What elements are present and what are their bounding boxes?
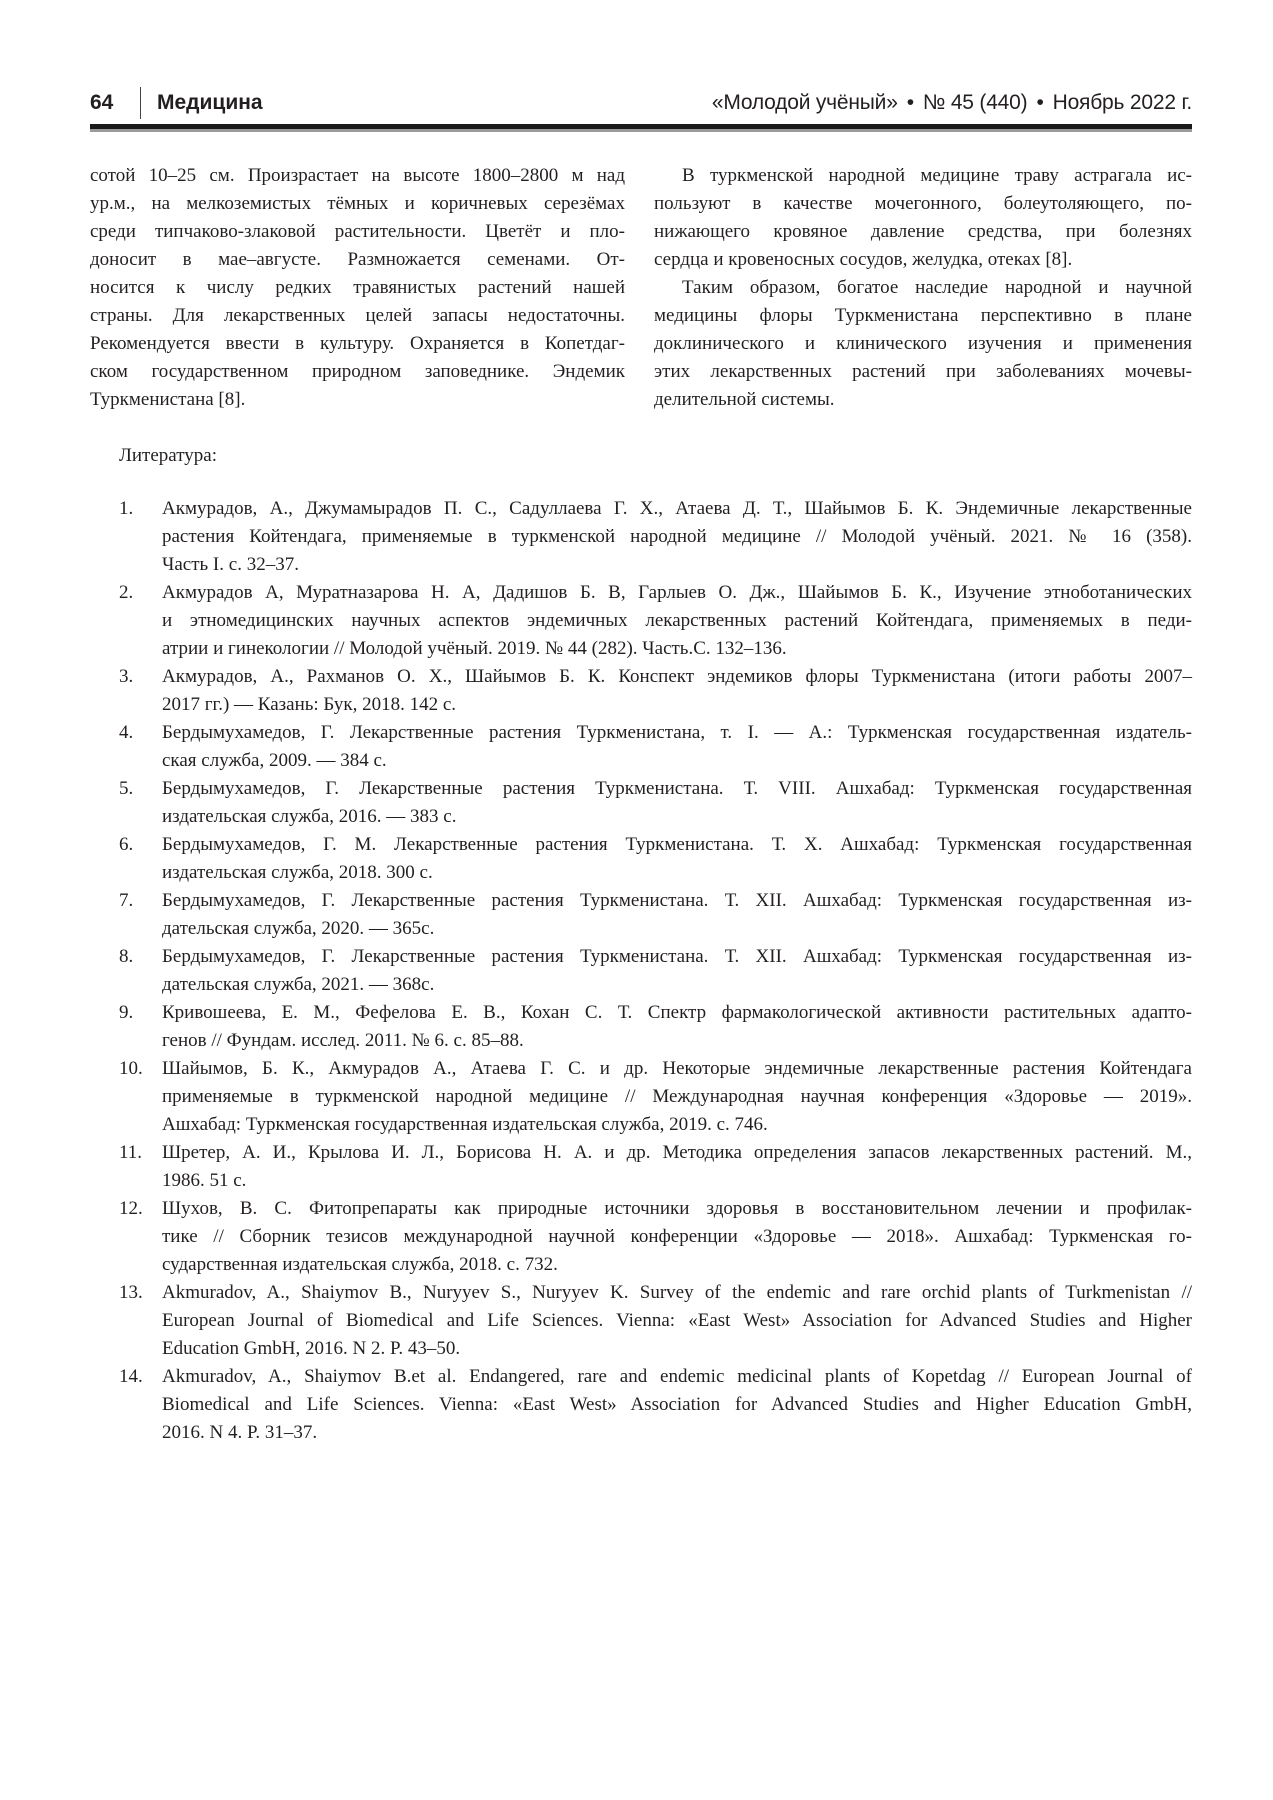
text-line: European Journal of Biomedical and Life Sciences. Vienna: «East West» Association for Advanced Studies and Higher — [162, 1310, 1192, 1331]
text-line: Акмурадов, А., Рахманов О. Х., Шайымов Б. К. Конспект эндемиков флоры Туркменистана (итоги работы 2007– — [162, 666, 1192, 687]
section-title: Медицина — [157, 91, 263, 114]
reference-item — [119, 495, 1192, 579]
text-line: доносит в мае–августе. Размножается семенами. От- — [90, 249, 625, 270]
reference-text — [162, 1195, 1192, 1279]
text-line: издательская служба, 2016. — 383 с. — [162, 806, 457, 827]
reference-item — [119, 719, 1192, 775]
reference-number: 4. — [119, 722, 134, 743]
reference-number: 13. — [119, 1282, 143, 1303]
text-line: генов // Фундам. исслед. 2011. № 6. с. 85–88. — [162, 1030, 524, 1051]
text-line: этих лекарственных растений при заболеваниях мочевы- — [654, 361, 1192, 382]
reference-number: 2. — [119, 582, 134, 603]
running-header — [90, 86, 1192, 120]
text-line: Акмурадов А, Муратназарова Н. А, Дадишов Б. В, Гарлыев О. Дж., Шайымов Б. К., Изучение этноботанических — [162, 582, 1192, 603]
reference-text — [162, 1363, 1192, 1447]
text-line: Шретер, А. И., Крылова И. Л., Борисова Н. А. и др. Методика определения запасов лекарственных растений. М., — [162, 1142, 1192, 1163]
reference-number: 9. — [119, 1002, 134, 1023]
text-line: Akmuradov, A., Shaiymov B.et al. Endangered, rare and endemic medicinal plants of Kopetdag // European Journal of — [162, 1366, 1192, 1387]
bullet: • — [1036, 91, 1044, 114]
reference-item — [119, 1363, 1192, 1447]
text-line: Akmuradov, A., Shaiymov B., Nuryyev S., Nuryyev K. Survey of the endemic and rare orchid plants of Turkmenistan // — [162, 1282, 1192, 1303]
right-column-text — [654, 162, 1192, 414]
reference-text — [162, 1055, 1192, 1139]
text-line: издательская служба, 2018. 300 с. — [162, 862, 433, 883]
reference-item — [119, 831, 1192, 887]
text-line: ур.м., на мелкоземистых тёмных и коричневых серезёмах — [90, 193, 625, 214]
left-column-text — [90, 162, 625, 414]
reference-number: 11. — [119, 1142, 143, 1163]
reference-text — [162, 579, 1192, 663]
text-line: применяемые в туркменской народной медицине // Международная научная конференция «Здоровье — 2019». — [162, 1086, 1192, 1107]
text-line: атрии и гинекологии // Молодой учёный. 2019. № 44 (282). Часть.С. 132–136. — [162, 638, 787, 659]
reference-item — [119, 579, 1192, 663]
text-line: делительной системы. — [654, 389, 835, 410]
reference-text — [162, 663, 1192, 719]
reference-text — [162, 1139, 1192, 1195]
header-rule-thin — [90, 129, 1192, 132]
text-line: Кривошеева, Е. М., Фефелова Е. В., Кохан С. Т. Спектр фармакологической активности растительных адапто- — [162, 1002, 1192, 1023]
journal-info — [712, 91, 1192, 115]
text-line: Ашхабад: Туркменская государственная издательская служба, 2019. с. 746. — [162, 1114, 768, 1135]
paragraph — [654, 162, 1192, 274]
text-line: В туркменской народной медицине траву астрагала ис- — [682, 165, 1192, 186]
bullet: • — [906, 91, 914, 114]
reference-item — [119, 1139, 1192, 1195]
text-line: Бердымухамедов, Г. Лекарственные растения Туркменистана, т. I. — А.: Туркменская государственная издатель- — [162, 722, 1192, 743]
reference-text — [162, 719, 1192, 775]
page-number: 64 — [90, 91, 114, 114]
reference-text — [162, 831, 1192, 887]
reference-item — [119, 663, 1192, 719]
reference-number: 6. — [119, 834, 134, 855]
text-line: Бердымухамедов, Г. Лекарственные растения Туркменистана. Т. VIII. Ашхабад: Туркменская государственная — [162, 778, 1192, 799]
text-line: доклинического и клинического изучения и применения — [654, 333, 1192, 354]
text-line: 2016. N 4. P. 31–37. — [162, 1422, 318, 1443]
text-line: 2017 гг.) — Казань: Бук, 2018. 142 с. — [162, 694, 457, 715]
journal-name: «Молодой учёный» — [711, 91, 898, 114]
reference-item — [119, 775, 1192, 831]
reference-text — [162, 887, 1192, 943]
text-line: страны. Для лекарственных целей запасы недостаточны. — [90, 305, 625, 326]
text-line: растения Койтендага, применяемые в туркменской народной медицине // Молодой учёный. 2021. № 16 (358). — [162, 526, 1192, 547]
text-line: Шайымов, Б. К., Акмурадов А., Атаева Г. С. и др. Некоторые эндемичные лекарственные растения Койтендага — [162, 1058, 1192, 1079]
text-line: Часть I. с. 32–37. — [162, 554, 299, 575]
text-line: дательская служба, 2020. — 365с. — [162, 918, 435, 939]
text-line: носится к числу редких травянистых растений нашей — [90, 277, 625, 298]
reference-text — [162, 999, 1192, 1055]
reference-number: 14. — [119, 1366, 143, 1387]
text-line: медицины флоры Туркменистана перспективно в плане — [654, 305, 1192, 326]
text-line: Бердымухамедов, Г. М. Лекарственные растения Туркменистана. Т. X. Ашхабад: Туркменская государственная — [162, 834, 1192, 855]
text-line: ском государственном природном заповеднике. Эндемик — [90, 361, 625, 382]
text-line: Education GmbH, 2016. N 2. P. 43–50. — [162, 1338, 461, 1359]
reference-item — [119, 999, 1192, 1055]
reference-item — [119, 1055, 1192, 1139]
issue-number: № 45 (440) — [922, 91, 1028, 114]
text-line: Бердымухамедов, Г. Лекарственные растения Туркменистана. Т. XII. Ашхабад: Туркменская государственная из- — [162, 946, 1192, 967]
text-line: пользуют в качестве мочегонного, болеутоляющего, по- — [654, 193, 1192, 214]
reference-list — [119, 495, 1192, 1447]
reference-item — [119, 1195, 1192, 1279]
reference-number: 7. — [119, 890, 134, 911]
text-line: Шухов, В. С. Фитопрепараты как природные источники здоровья в восстановительном лечении и профилак- — [162, 1198, 1192, 1219]
header-divider — [140, 87, 141, 119]
text-line: и этномедицинских научных аспектов эндемичных лекарственных растений Койтендага, применяемых в педи- — [162, 610, 1192, 631]
text-line: сотой 10–25 см. Произрастает на высоте 1800–2800 м над — [90, 165, 625, 186]
text-line: ская служба, 2009. — 384 с. — [162, 750, 387, 771]
text-line: нижающего кровяное давление средства, при болезнях — [654, 221, 1192, 242]
text-line: сердца и кровеносных сосудов, желудка, отеках [8]. — [654, 249, 1073, 270]
text-line: Таким образом, богатое наследие народной и научной — [682, 277, 1192, 298]
reference-item — [119, 1279, 1192, 1363]
text-line: Рекомендуется ввести в культуру. Охраняется в Копетдаг- — [90, 333, 625, 354]
text-line: Туркменистана [8]. — [90, 389, 246, 410]
reference-number: 8. — [119, 946, 134, 967]
text-line: дательская служба, 2021. — 368с. — [162, 974, 435, 995]
reference-number: 3. — [119, 666, 134, 687]
text-line: Biomedical and Life Sciences. Vienna: «East West» Association for Advanced Studies and Higher Education GmbH, — [162, 1394, 1192, 1415]
text-line: 1986. 51 с. — [162, 1170, 247, 1191]
text-line: среди типчаково-злаковой растительности. Цветёт и пло- — [90, 221, 625, 242]
reference-text — [162, 943, 1192, 999]
paragraph — [654, 274, 1192, 414]
text-line: Акмурадов, А., Джумамырадов П. С., Садуллаева Г. Х., Атаева Д. Т., Шайымов Б. К. Эндемичные лекарственные — [162, 498, 1192, 519]
text-line: тике // Сборник тезисов международной научной конференции «Здоровье — 2018». Ашхабад: Туркменская го- — [162, 1226, 1192, 1247]
reference-text — [162, 775, 1192, 831]
reference-number: 5. — [119, 778, 134, 799]
reference-number: 10. — [119, 1058, 143, 1079]
literature-heading: Литература: — [119, 445, 217, 466]
issue-date: Ноябрь 2022 г. — [1052, 91, 1192, 114]
reference-item — [119, 887, 1192, 943]
text-line: Бердымухамедов, Г. Лекарственные растения Туркменистана. Т. XII. Ашхабад: Туркменская государственная из- — [162, 890, 1192, 911]
reference-number: 12. — [119, 1198, 143, 1219]
reference-number: 1. — [119, 498, 134, 519]
reference-text — [162, 1279, 1192, 1363]
text-line: сударственная издательская служба, 2018. с. 732. — [162, 1254, 558, 1275]
reference-item — [119, 943, 1192, 999]
reference-text — [162, 495, 1192, 579]
